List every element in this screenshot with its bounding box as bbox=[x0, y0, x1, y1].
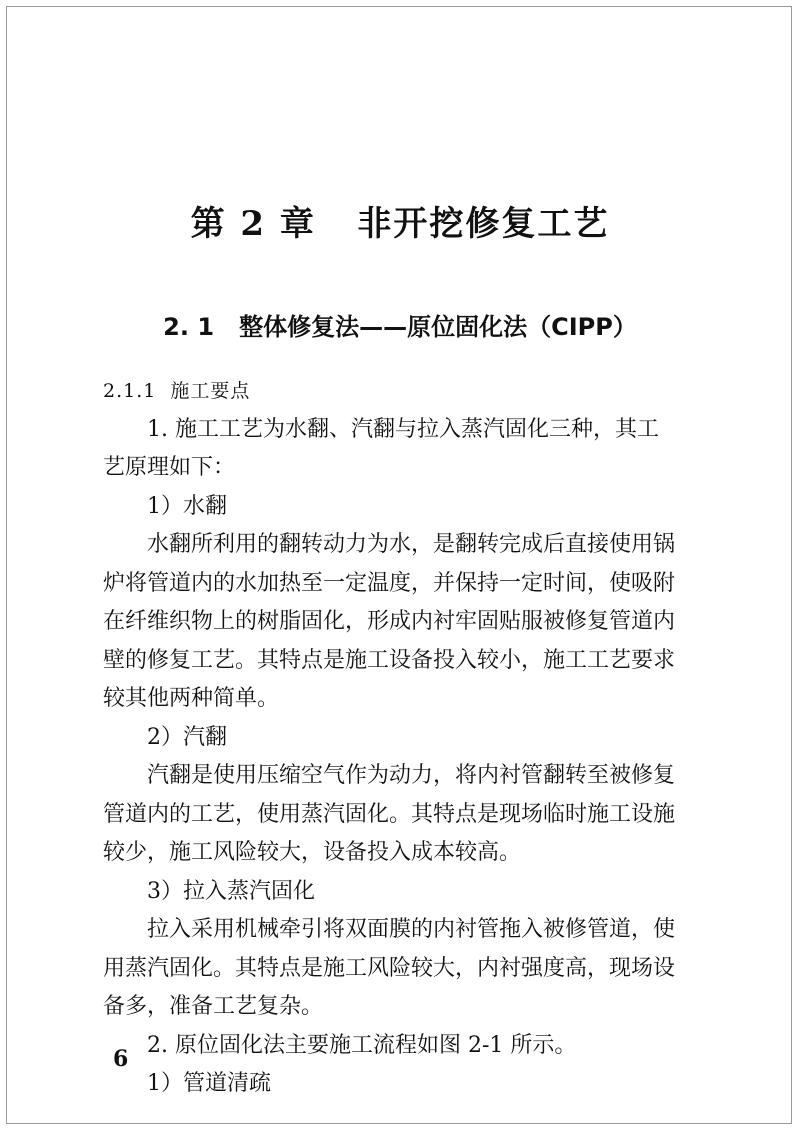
text-line: 较其他两种简单。 bbox=[103, 686, 280, 711]
text-line: 汽翻是使用压缩空气作为动力，将内衬管翻转至被修复 bbox=[147, 763, 676, 788]
text-line: 备多，准备工艺复杂。 bbox=[103, 994, 324, 1019]
body-text bbox=[103, 372, 693, 1104]
text-line: 1）管道清疏 bbox=[147, 1071, 271, 1096]
text-line: 较少，施工风险较大，设备投入成本较高。 bbox=[103, 840, 522, 865]
text-line: 拉入采用机械牵引将双面膜的内衬管拖入被修管道，使 bbox=[147, 917, 676, 942]
text-line: 艺原理如下： bbox=[103, 455, 236, 480]
text-line: 在纤维织物上的树脂固化，形成内衬牢固贴服被修复管道内 bbox=[103, 609, 676, 634]
text-line: 3）拉入蒸汽固化 bbox=[147, 878, 315, 904]
text-line: 炉将管道内的水加热至一定温度，并保持一定时间，使吸附 bbox=[103, 570, 676, 596]
text-line: 水翻所利用的翻转动力为水，是翻转完成后直接使用锅 bbox=[147, 532, 676, 557]
text-line: 2. 原位固化法主要施工流程如图 2-1 所示。 bbox=[147, 1032, 577, 1058]
text-line: 1. 施工工艺为水翻、汽翻与拉入蒸汽固化三种，其工 bbox=[147, 416, 659, 442]
text-line: 1）水翻 bbox=[147, 493, 227, 519]
chapter-title: 第 2 章 非开挖修复工艺 bbox=[190, 204, 610, 244]
page-number: 6 bbox=[113, 1046, 129, 1072]
text-line: 壁的修复工艺。其特点是施工设备投入较小，施工工艺要求 bbox=[103, 647, 676, 673]
subsection-heading-text: 2.1.1 施工要点 bbox=[103, 380, 251, 402]
text-line: 2）汽翻 bbox=[147, 724, 227, 750]
text-line: 用蒸汽固化。其特点是施工风险较大，内衬强度高，现场设 bbox=[103, 955, 676, 981]
text-line: 管道内的工艺，使用蒸汽固化。其特点是现场临时施工设施 bbox=[103, 801, 676, 827]
section-title: 2. 1 整体修复法——原位固化法（CIPP） bbox=[163, 313, 637, 341]
subsection-heading bbox=[103, 372, 693, 411]
